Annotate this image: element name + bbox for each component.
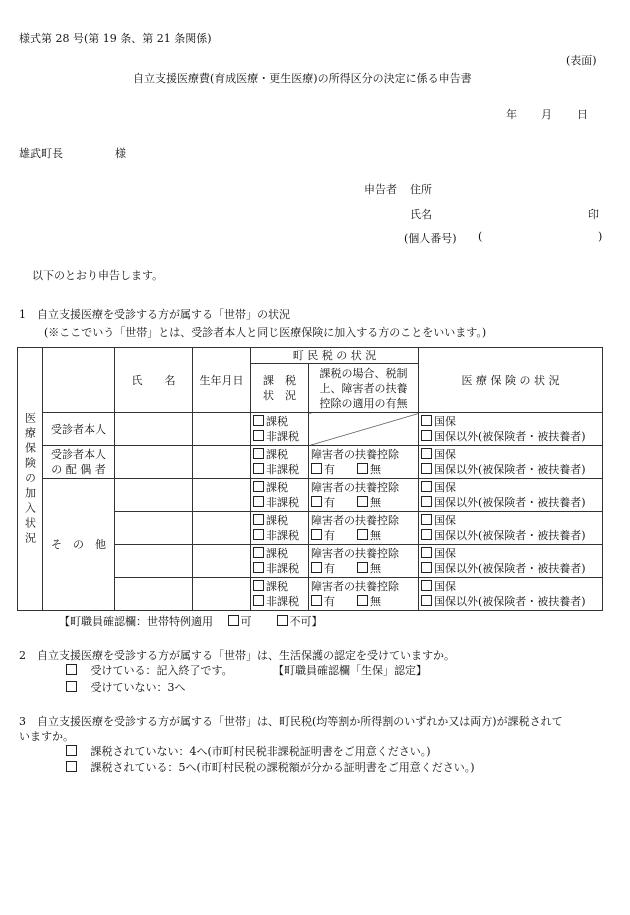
row-other-label: そ の 他: [43, 479, 115, 611]
staff-confirm-welfare: 【町職員確認欄「生保」認定】: [273, 664, 427, 677]
checkbox-icon[interactable]: [357, 463, 368, 474]
kokuho-option[interactable]: 国保: [421, 546, 600, 561]
document-title: 自立支援医療費(育成医療・更生医療)の所得区分の決定に係る申告書: [133, 72, 472, 85]
checkbox-icon[interactable]: [253, 580, 264, 591]
checkbox-icon[interactable]: [421, 496, 432, 507]
taxed-option[interactable]: 課税: [253, 480, 306, 495]
checkbox-icon[interactable]: [421, 562, 432, 573]
table-row: [18, 479, 603, 512]
kokuho-option[interactable]: 国保: [421, 414, 600, 429]
checkbox-icon[interactable]: [421, 529, 432, 540]
birthdate-cell[interactable]: [193, 413, 251, 446]
welfare-yes-option[interactable]: 受けている：記入終了です。: [66, 662, 233, 678]
addressee: 雄武町長: [19, 147, 63, 160]
checkbox-icon[interactable]: [253, 415, 264, 426]
deduction-cell: 障害者の扶養控除 有 無: [309, 479, 419, 512]
birthdate-cell[interactable]: [193, 545, 251, 578]
insurance-cell: [419, 446, 603, 479]
other-insurance-option[interactable]: 国保以外(被保険者・被扶養者): [421, 528, 600, 543]
deduction-no-option[interactable]: 無: [357, 496, 381, 509]
seal-mark: 印: [588, 208, 599, 221]
untaxed-option[interactable]: 非課税: [253, 462, 306, 477]
col-birthdate: 生年月日: [193, 348, 251, 413]
side-label: (表面): [566, 54, 597, 67]
checkbox-icon[interactable]: [253, 595, 264, 606]
checkbox-icon[interactable]: [357, 595, 368, 606]
untaxed-option[interactable]: 非課税: [253, 495, 306, 510]
checkbox-icon[interactable]: [357, 562, 368, 573]
tax-status-cell: [251, 578, 309, 611]
taxed-household-option[interactable]: 課税されている：5へ(市町村民税の課税額が分かる証明書をご用意ください。): [66, 759, 475, 775]
deduction-no-option[interactable]: 無: [357, 595, 381, 608]
birthdate-cell[interactable]: [193, 446, 251, 479]
checkbox-icon[interactable]: [66, 681, 77, 692]
checkbox-icon[interactable]: [311, 562, 322, 573]
checkbox-icon[interactable]: [228, 615, 239, 626]
checkbox-icon[interactable]: [421, 547, 432, 558]
name-cell[interactable]: [115, 479, 193, 512]
deduction-yes-option[interactable]: 有: [311, 595, 335, 608]
checkbox-icon[interactable]: [311, 595, 322, 606]
name-label: 氏名: [410, 208, 432, 221]
address-label: 住所: [410, 183, 432, 196]
checkbox-icon[interactable]: [253, 547, 264, 558]
col-name: 氏 名: [115, 348, 193, 413]
untaxed-household-option[interactable]: 課税されていない：4へ(市町村民税非課税証明書をご用意ください。): [66, 743, 431, 759]
welfare-no-option[interactable]: 受けていない：3へ: [66, 679, 186, 695]
section3-heading-cont: いますか。: [19, 730, 74, 743]
kokuho-option[interactable]: 国保: [421, 447, 600, 462]
taxed-option[interactable]: 課税: [253, 447, 306, 462]
checkbox-icon[interactable]: [421, 415, 432, 426]
name-cell[interactable]: [115, 545, 193, 578]
date-year: 年: [506, 108, 517, 121]
checkbox-icon[interactable]: [421, 463, 432, 474]
row-self-label: 受診者本人: [43, 413, 115, 446]
insurance-cell: [419, 512, 603, 545]
tax-status-cell: [251, 446, 309, 479]
section3-heading: 3 自立支援医療を受診する方が属する「世帯」は、町民税(均等割か所得割のいずれか又は両方)が課税されて: [19, 715, 563, 728]
checkbox-icon[interactable]: [311, 529, 322, 540]
intro-text: 以下のとおり申告します。: [32, 269, 164, 282]
section1-note: (※ここでいう「世帯」とは、受診者本人と同じ医療保険に加入する方のことをいいます。): [44, 326, 487, 339]
checkbox-icon[interactable]: [253, 448, 264, 459]
deduction-cell: 障害者の扶養控除 有 無: [309, 545, 419, 578]
checkbox-icon[interactable]: [253, 463, 264, 474]
taxed-option[interactable]: 課税: [253, 513, 306, 528]
other-insurance-option[interactable]: 国保以外(被保険者・被扶養者): [421, 594, 600, 609]
checkbox-icon[interactable]: [357, 496, 368, 507]
table-row: [18, 413, 603, 446]
birthdate-cell[interactable]: [193, 479, 251, 512]
untaxed-option[interactable]: 非課税: [253, 561, 306, 576]
checkbox-icon[interactable]: [253, 481, 264, 492]
checkbox-icon[interactable]: [421, 430, 432, 441]
name-cell[interactable]: [115, 413, 193, 446]
tax-status-cell: [251, 512, 309, 545]
tax-status-cell: [251, 413, 309, 446]
kokuho-option[interactable]: 国保: [421, 579, 600, 594]
date-month: 月: [541, 108, 552, 121]
honorific: 様: [115, 147, 126, 160]
other-insurance-option[interactable]: 国保以外(被保険者・被扶養者): [421, 429, 600, 444]
id-open-paren: (: [478, 230, 483, 243]
date-day: 日: [577, 108, 588, 121]
checkbox-icon[interactable]: [66, 745, 77, 756]
deduction-yes-option[interactable]: 有: [311, 463, 335, 476]
untaxed-option[interactable]: 非課税: [253, 429, 306, 444]
other-insurance-option[interactable]: 国保以外(被保険者・被扶養者): [421, 462, 600, 477]
household-table: [17, 347, 603, 611]
name-cell[interactable]: [115, 512, 193, 545]
insurance-cell: [419, 578, 603, 611]
row-spouse-label: 受診者本人 の 配 偶 者: [43, 446, 115, 479]
section1-heading: 1 自立支援医療を受診する方が属する「世帯」の状況: [19, 308, 290, 321]
checkbox-icon[interactable]: [421, 514, 432, 525]
insurance-side-label: 医療保険の加入状況: [18, 348, 43, 611]
col-tax-status: 課 税 状 況: [251, 364, 309, 413]
kokuho-option[interactable]: 国保: [421, 513, 600, 528]
deduction-yes-option[interactable]: 有: [311, 496, 335, 509]
confirm-ok-option[interactable]: 可: [228, 615, 252, 628]
birthdate-cell[interactable]: [193, 578, 251, 611]
other-insurance-option[interactable]: 国保以外(被保険者・被扶養者): [421, 561, 600, 576]
tax-status-cell: [251, 545, 309, 578]
insurance-cell: [419, 479, 603, 512]
checkbox-icon[interactable]: [311, 496, 322, 507]
taxed-option[interactable]: 課税: [253, 414, 306, 429]
deduction-na-cell: [309, 413, 419, 446]
taxed-option[interactable]: 課税: [253, 579, 306, 594]
insurance-cell: [419, 413, 603, 446]
birthdate-cell[interactable]: [193, 512, 251, 545]
name-cell[interactable]: [115, 446, 193, 479]
id-number-label: (個人番号): [404, 232, 457, 245]
table-row: [18, 446, 603, 479]
tax-status-cell: [251, 479, 309, 512]
checkbox-icon[interactable]: [357, 529, 368, 540]
checkbox-icon[interactable]: [66, 664, 77, 675]
checkbox-icon[interactable]: [421, 448, 432, 459]
checkbox-icon[interactable]: [253, 529, 264, 540]
deduction-cell: 障害者の扶養控除 有 無: [309, 512, 419, 545]
applicant-label: 申告者: [364, 183, 397, 196]
col-deduction: 課税の場合、税制 上、障害者の扶養 控除の適用の有無: [309, 364, 419, 413]
checkbox-icon[interactable]: [277, 615, 288, 626]
checkbox-icon[interactable]: [311, 463, 322, 474]
deduction-yes-option[interactable]: 有: [311, 562, 335, 575]
col-tax-group: 町 民 税 の 状 況: [251, 348, 419, 364]
section2-heading: 2 自立支援医療を受診する方が属する「世帯」は、生活保護の認定を受けていますか。: [19, 649, 455, 662]
insurance-cell: [419, 545, 603, 578]
deduction-no-option[interactable]: 無: [357, 529, 381, 542]
checkbox-icon[interactable]: [421, 595, 432, 606]
untaxed-option[interactable]: 非課税: [253, 594, 306, 609]
checkbox-icon[interactable]: [253, 496, 264, 507]
deduction-cell: 障害者の扶養控除 有 無: [309, 578, 419, 611]
other-insurance-option[interactable]: 国保以外(被保険者・被扶養者): [421, 495, 600, 510]
deduction-yes-option[interactable]: 有: [311, 529, 335, 542]
col-insurance: 医 療 保 険 の 状 況: [419, 348, 603, 413]
kokuho-option[interactable]: 国保: [421, 480, 600, 495]
checkbox-icon[interactable]: [253, 562, 264, 573]
confirm-ng-option[interactable]: 不可】: [277, 615, 323, 628]
name-cell[interactable]: [115, 578, 193, 611]
deduction-no-option[interactable]: 無: [357, 562, 381, 575]
checkbox-icon[interactable]: [253, 514, 264, 525]
checkbox-icon[interactable]: [66, 761, 77, 772]
staff-confirm-household: 【町職員確認欄：世帯特例適用 可 不可】: [59, 615, 323, 628]
checkbox-icon[interactable]: [421, 481, 432, 492]
deduction-no-option[interactable]: 無: [357, 463, 381, 476]
taxed-option[interactable]: 課税: [253, 546, 306, 561]
deduction-cell: 障害者の扶養控除 有 無: [309, 446, 419, 479]
checkbox-icon[interactable]: [253, 430, 264, 441]
id-close-paren: ): [598, 230, 603, 243]
form-number: 様式第 28 号(第 19 条、第 21 条関係): [19, 32, 212, 45]
untaxed-option[interactable]: 非課税: [253, 528, 306, 543]
checkbox-icon[interactable]: [421, 580, 432, 591]
